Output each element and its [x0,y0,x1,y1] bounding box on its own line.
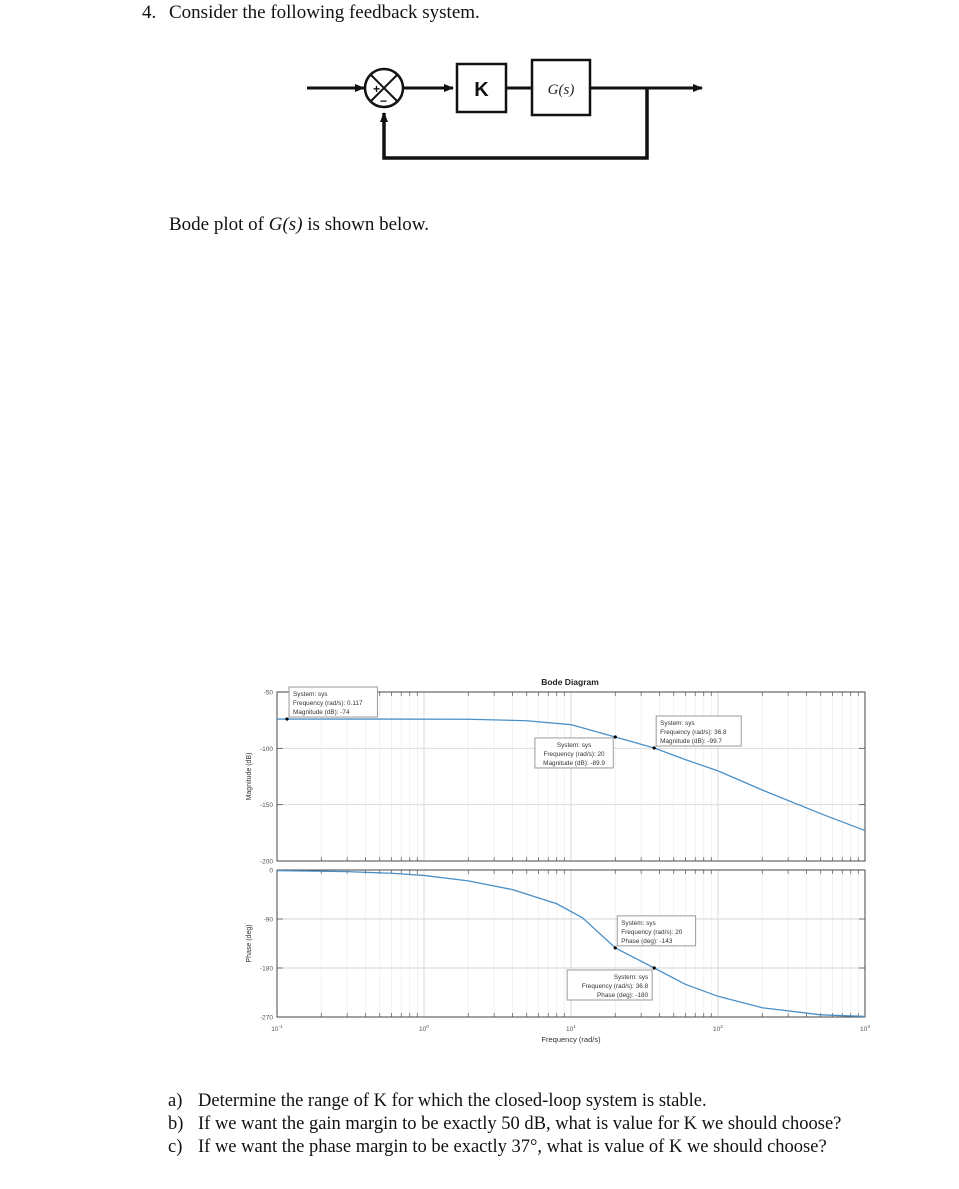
magnitude-datatip-marker [285,717,288,720]
datatip-line: Phase (deg): -143 [621,937,673,945]
datatip-line: Phase (deg): -180 [597,992,649,999]
xtick-label: $10^3$ [860,1025,870,1033]
phase-panel [246,868,865,1022]
magnitude-ytick-label: -50 [263,689,273,697]
datatip-line: Frequency (rad/s): 20 [543,750,605,758]
magnitude-ytick-label: -200 [259,858,273,866]
bode-intro-text: Bode plot of G(s) is shown below. [169,214,430,235]
datatip-line: System: sys [613,974,649,981]
chart-title: Bode Diagram [541,677,599,687]
magnitude-datatip-marker [614,735,617,738]
magnitude-datatip-2 [535,738,613,768]
magnitude-ytick-label: -150 [259,802,273,810]
datatip-line: System: sys [556,741,592,749]
sum-minus-sign: − [380,94,388,108]
datatip-line: Frequency (rad/s): 36.8 [660,728,727,736]
datatip-line: Frequency (rad/s): 20 [621,928,683,936]
question-number: 4. [142,2,157,23]
phase-ytick-label: -180 [259,965,273,973]
phase-ytick-label: -270 [259,1014,273,1022]
phase-ytick-label: 0 [269,867,273,875]
datatip-line: System: sys [293,691,328,699]
datatip-line: System: sys [621,919,656,927]
question-a: a) Determine the range of K for which the closed-loop system is stable. [168,1091,707,1111]
question-list [168,1090,948,1159]
phase-datatip-2 [567,970,652,1000]
datatip-line: Magnitude (dB): -74 [293,709,350,717]
plant-label: G(s) [547,82,575,98]
magnitude-ytick-label: -100 [259,745,273,753]
datatip-line: Frequency (rad/s): 36.8 [581,983,649,990]
xtick-label: $10^0$ [419,1025,429,1033]
bode-func: G(s) [268,214,303,235]
magnitude-ylabel: Magnitude (dB) [246,752,253,801]
phase-datatip-marker [614,946,617,949]
magnitude-panel [246,687,865,865]
datatip-line: Magnitude (dB): -89.9 [543,759,605,767]
chart-xlabel: Frequency (rad/s) [541,1035,601,1044]
phase-datatip-marker [653,966,656,969]
xtick-label: $10^2$ [713,1025,723,1033]
datatip-line: System: sys [660,719,695,727]
magnitude-datatip-marker [653,746,656,749]
question-c: c) If we want the phase margin to be exactly 37°, what is value of K we should choose? [168,1137,827,1157]
phase-datatip-1 [617,916,695,946]
datatip-line: Frequency (rad/s): 0.117 [293,700,363,708]
magnitude-datatip-1 [289,687,377,717]
phase-ylabel: Phase (deg) [246,924,253,963]
phase-ytick-label: -90 [263,916,273,924]
xtick-label: $10^1$ [566,1025,576,1033]
question-text: Consider the following feedback system. [169,2,480,23]
xtick-label: $10^{-1}$ [271,1025,283,1033]
magnitude-datatip-3 [656,716,741,746]
datatip-line: Magnitude (dB): -99.7 [660,737,722,745]
sum-plus-sign: + [373,82,381,96]
question-b: b) If we want the gain margin to be exactly 50 dB, what is value for K we should choose? [168,1114,842,1134]
gain-label: K [474,79,489,101]
